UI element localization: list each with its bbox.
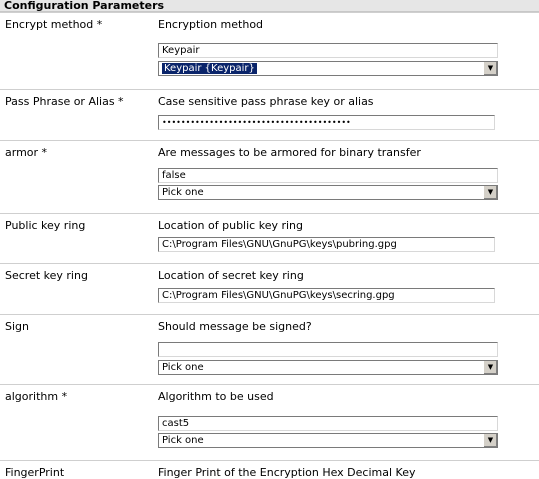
param-label: Secret key ring	[5, 269, 88, 282]
chevron-down-icon[interactable]: ▼	[483, 361, 497, 374]
encrypt-method-value: Keypair	[162, 45, 200, 56]
public-key-ring-value: C:\Program Files\GNU\GnuPG\keys\pubring.gpg	[162, 239, 397, 250]
armor-select[interactable]	[158, 185, 498, 200]
section-header	[0, 0, 539, 12]
pass-phrase-value: ••••••••••••••••••••••••••••••••••••••••	[162, 118, 351, 127]
param-description: Should message be signed?	[158, 320, 312, 333]
sign-selected: Pick one	[162, 362, 204, 373]
chevron-down-icon[interactable]: ▼	[483, 62, 497, 75]
algorithm-select[interactable]	[158, 433, 498, 448]
param-row-pass-phrase	[0, 89, 539, 140]
param-label: armor *	[5, 146, 48, 159]
param-description: Location of secret key ring	[158, 269, 304, 282]
param-row-algorithm	[0, 384, 539, 460]
param-description: Encryption method	[158, 18, 264, 31]
param-description: Are messages to be armored for binary transfer	[158, 146, 421, 159]
param-description: Location of public key ring	[158, 219, 303, 232]
param-row-public-key-ring	[0, 213, 539, 263]
secret-key-ring-value: C:\Program Files\GNU\GnuPG\keys\secring.gpg	[162, 290, 395, 301]
armor-input[interactable]	[158, 168, 498, 183]
param-row-fingerprint	[0, 460, 539, 478]
chevron-down-icon[interactable]: ▼	[483, 434, 497, 447]
secret-key-ring-input[interactable]	[158, 288, 495, 303]
param-description: Finger Print of the Encryption Hex Decimal Key	[158, 466, 416, 479]
param-row-sign	[0, 314, 539, 384]
algorithm-input[interactable]	[158, 416, 498, 431]
param-label: Pass Phrase or Alias *	[5, 95, 124, 108]
encrypt-method-selected: Keypair {Keypair}	[164, 63, 255, 74]
sign-select[interactable]	[158, 360, 498, 375]
encrypt-method-select[interactable]	[158, 61, 498, 76]
section-title: Configuration Parameters	[4, 0, 165, 12]
param-description: Algorithm to be used	[158, 390, 274, 403]
armor-selected: Pick one	[162, 187, 204, 198]
chevron-down-icon[interactable]: ▼	[483, 186, 497, 199]
sign-input[interactable]	[158, 342, 498, 357]
param-row-encrypt-method	[0, 12, 539, 89]
param-label: Public key ring	[5, 219, 86, 232]
algorithm-selected: Pick one	[162, 435, 204, 446]
param-row-secret-key-ring	[0, 263, 539, 314]
param-label: Encrypt method *	[5, 18, 103, 31]
pass-phrase-input[interactable]	[158, 115, 495, 130]
public-key-ring-input[interactable]	[158, 237, 495, 252]
param-label: algorithm *	[5, 390, 68, 403]
algorithm-value: cast5	[162, 418, 190, 429]
param-row-armor	[0, 140, 539, 213]
param-label: Sign	[5, 320, 29, 333]
encrypt-method-input[interactable]	[158, 43, 498, 58]
armor-value: false	[162, 170, 186, 181]
param-description: Case sensitive pass phrase key or alias	[158, 95, 374, 108]
param-label: FingerPrint	[5, 466, 65, 479]
